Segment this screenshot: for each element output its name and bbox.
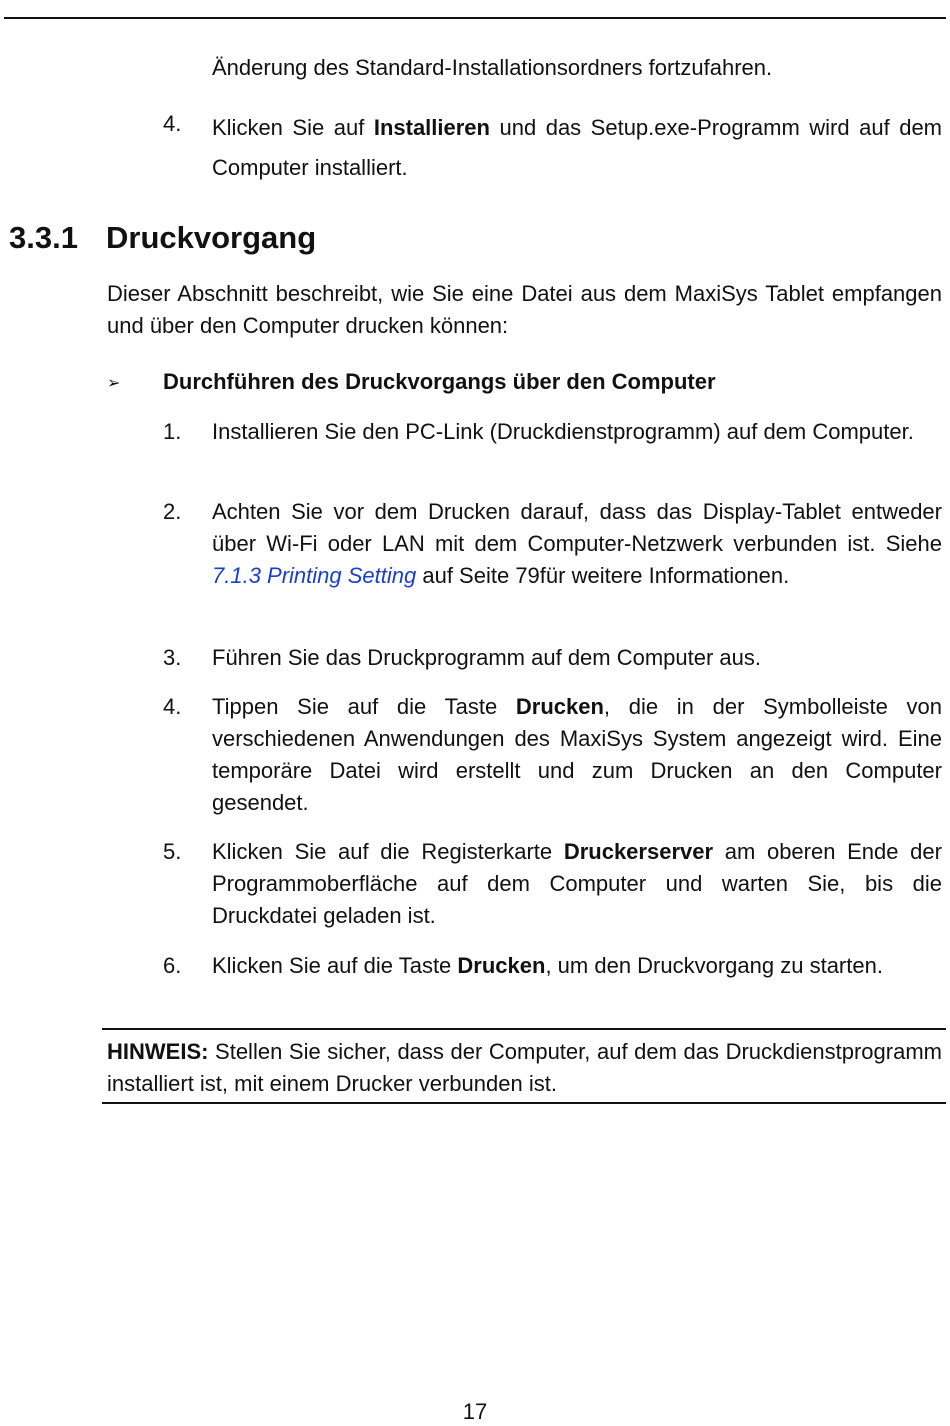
step-3-number: 3. <box>163 645 182 670</box>
section-number: 3.3.1 <box>9 220 78 255</box>
note-bottom-rule <box>102 1102 946 1104</box>
step-6-number: 6. <box>163 953 182 978</box>
step-2-number: 2. <box>163 499 182 524</box>
note-box <box>107 1036 942 1100</box>
prev-item-4-bold: Installieren <box>373 115 490 140</box>
prev-item-4-text-b: und das Setup.exe-Programm wird auf dem Computer installiert. <box>212 115 943 180</box>
step-5-number: 5. <box>163 839 182 864</box>
step-4-text <box>212 691 942 819</box>
step-4-text-a: Tippen Sie auf die Taste <box>212 694 516 719</box>
step-6-text-b: , um den Druckvorgang zu starten. <box>545 953 883 978</box>
step-1-text <box>212 416 942 448</box>
step-5-bold: Druckerserver <box>563 839 714 864</box>
step-2-text-a: Achten Sie vor dem Drucken darauf, dass das Display-Tablet entweder über Wi-Fi oder LAN mit dem Computer-Netzwerk verbunden ist. Siehe <box>212 499 942 556</box>
step-3-text <box>212 642 942 674</box>
prev-item-4-text-a: Klicken Sie auf <box>212 115 374 140</box>
step-3-text-content: Führen Sie das Druckprogramm auf dem Computer aus. <box>212 645 762 670</box>
step-5-text-b: am oberen Ende der Programmoberfläche auf dem Computer und warten Sie, bis die Druckdatei geladen ist. <box>212 839 942 928</box>
note-label: HINWEIS: <box>107 1039 209 1064</box>
prev-item-4-number: 4. <box>163 111 182 136</box>
subheading: Durchführen des Druckvorgangs über den Computer <box>163 369 716 394</box>
step-1-number: 1. <box>163 419 182 444</box>
header-rule <box>4 17 946 19</box>
step-6-text-a: Klicken Sie auf die Taste <box>212 953 458 978</box>
note-text: Stellen Sie sicher, dass der Computer, auf dem das Druckdienstprogramm installiert ist, mit einem Drucker verbunden ist. <box>107 1039 942 1096</box>
prev-item-4-text <box>212 108 942 188</box>
section-intro <box>107 278 942 342</box>
step-6-bold: Drucken <box>457 953 546 978</box>
step-6-text <box>212 950 942 982</box>
arrow-bullet-icon: ➢ <box>107 375 121 392</box>
continuation-text-content: Änderung des Standard-Installationsordners fortzufahren. <box>212 55 773 80</box>
section-title: Druckvorgang <box>106 220 317 255</box>
step-2-text <box>212 496 942 592</box>
step-4-text-b: , die in der Symbolleiste von verschiedenen Anwendungen des MaxiSys System angezeigt wird. Eine temporäre Datei wird erstellt und zum Drucken an den Computer gesendet. <box>212 694 942 815</box>
step-1-text-content: Installieren Sie den PC-Link (Druckdienstprogramm) auf dem Computer. <box>212 419 914 444</box>
continuation-text <box>212 52 942 84</box>
note-top-rule <box>102 1028 946 1030</box>
step-2-text-b: auf Seite 79für weitere Informationen. <box>416 563 790 588</box>
step-4-bold: Drucken <box>515 694 604 719</box>
step-5-text <box>212 836 942 932</box>
page-number: 17 <box>462 1399 488 1424</box>
step-4-number: 4. <box>163 694 182 719</box>
printing-setting-link[interactable]: 7.1.3 Printing Setting <box>212 563 417 588</box>
step-5-text-a: Klicken Sie auf die Registerkarte <box>212 839 564 864</box>
section-intro-text: Dieser Abschnitt beschreibt, wie Sie eine Datei aus dem MaxiSys Tablet empfangen und über den Computer drucken können: <box>107 281 942 338</box>
